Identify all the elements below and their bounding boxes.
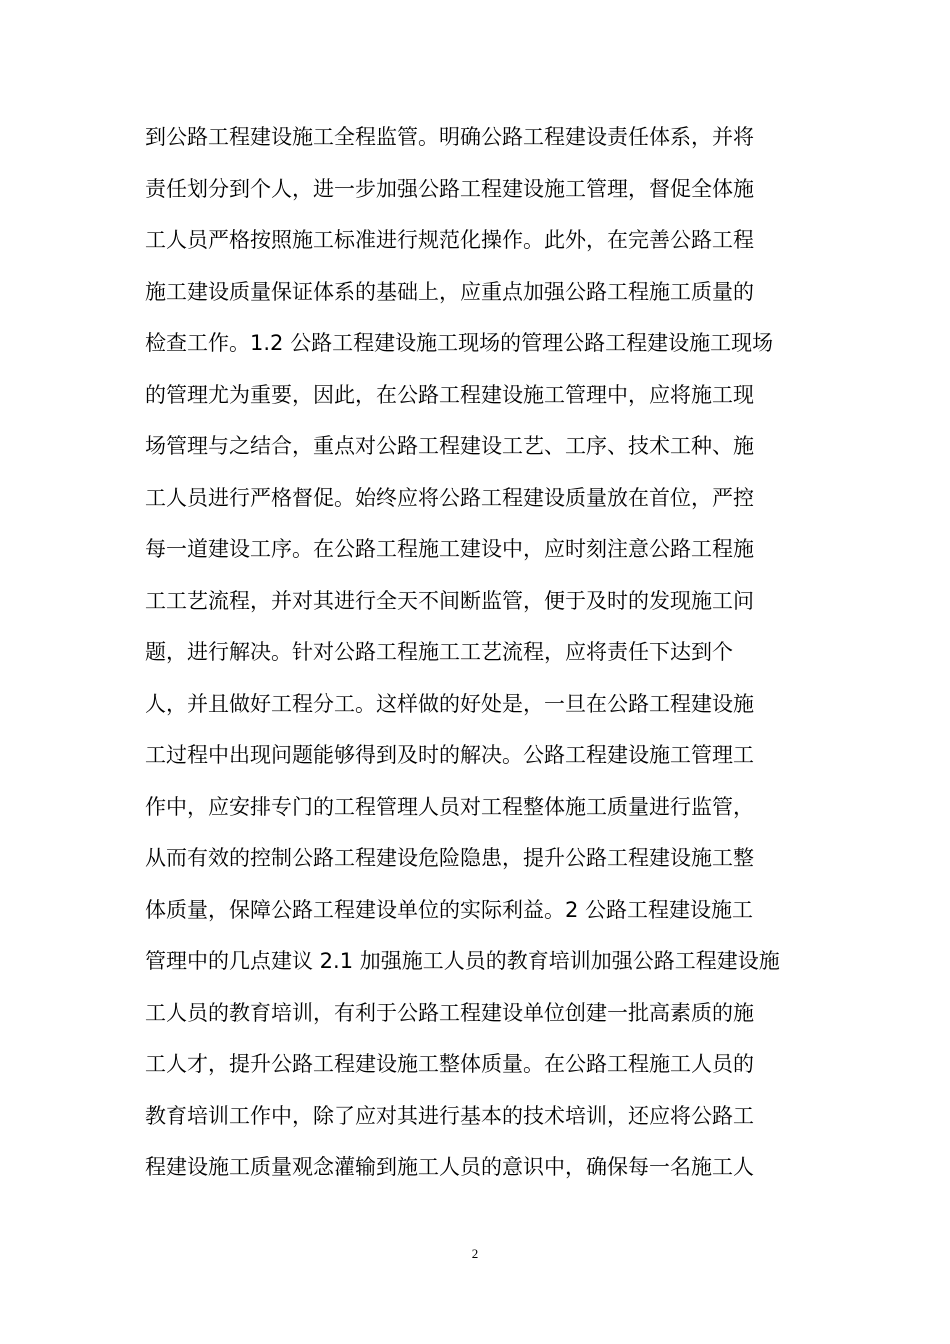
body-text <box>145 112 825 1194</box>
text-line: 管理中的几点建议 2.1 加强施工人员的教育培训加强公路工程建设施 <box>145 949 780 973</box>
text-line: 工过程中出现问题能够得到及时的解决。公路工程建设施工管理工 <box>145 743 754 767</box>
text-line: 检查工作。1.2 公路工程建设施工现场的管理公路工程建设施工现场 <box>145 331 774 355</box>
text-line: 工人员严格按照施工标准进行规范化操作。此外，在完善公路工程 <box>145 228 754 252</box>
text-line: 工工艺流程，并对其进行全天不间断监管，便于及时的发现施工问 <box>145 588 754 613</box>
text-line: 工人才，提升公路工程建设施工整体质量。在公路工程施工人员的 <box>145 1052 754 1076</box>
text-line: 场管理与之结合，重点对公路工程建设工艺、工序、技术工种、施 <box>145 434 754 458</box>
text-line: 教育培训工作中，除了应对其进行基本的技术培训，还应将公路工 <box>145 1103 754 1128</box>
text-line: 从而有效的控制公路工程建设危险隐患，提升公路工程建设施工整 <box>145 846 754 870</box>
text-line: 作中，应安排专门的工程管理人员对工程整体施工质量进行监管， <box>145 794 754 819</box>
text-line: 人，并且做好工程分工。这样做的好处是，一旦在公路工程建设施 <box>145 691 754 716</box>
text-line: 责任划分到个人，进一步加强公路工程建设施工管理，督促全体施 <box>145 176 754 201</box>
text-line: 程建设施工质量观念灌输到施工人员的意识中，确保每一名施工人 <box>145 1155 754 1179</box>
text-line: 体质量，保障公路工程建设单位的实际利益。2 公路工程建设施工 <box>145 897 754 922</box>
text-line: 的管理尤为重要，因此，在公路工程建设施工管理中，应将施工现 <box>145 382 754 407</box>
text-line: 工人员的教育培训，有利于公路工程建设单位创建一批高素质的施 <box>145 1000 754 1025</box>
page-number: 2 <box>471 1246 479 1261</box>
text-line: 每一道建设工序。在公路工程施工建设中，应时刻注意公路工程施 <box>145 537 754 561</box>
text-line: 施工建设质量保证体系的基础上，应重点加强公路工程施工质量的 <box>145 279 754 304</box>
text-line: 工人员进行严格督促。始终应将公路工程建设质量放在首位，严控 <box>145 485 754 510</box>
text-line: 到公路工程建设施工全程监管。明确公路工程建设责任体系，并将 <box>145 125 754 149</box>
text-line: 题，进行解决。针对公路工程施工工艺流程，应将责任下达到个 <box>145 640 733 664</box>
